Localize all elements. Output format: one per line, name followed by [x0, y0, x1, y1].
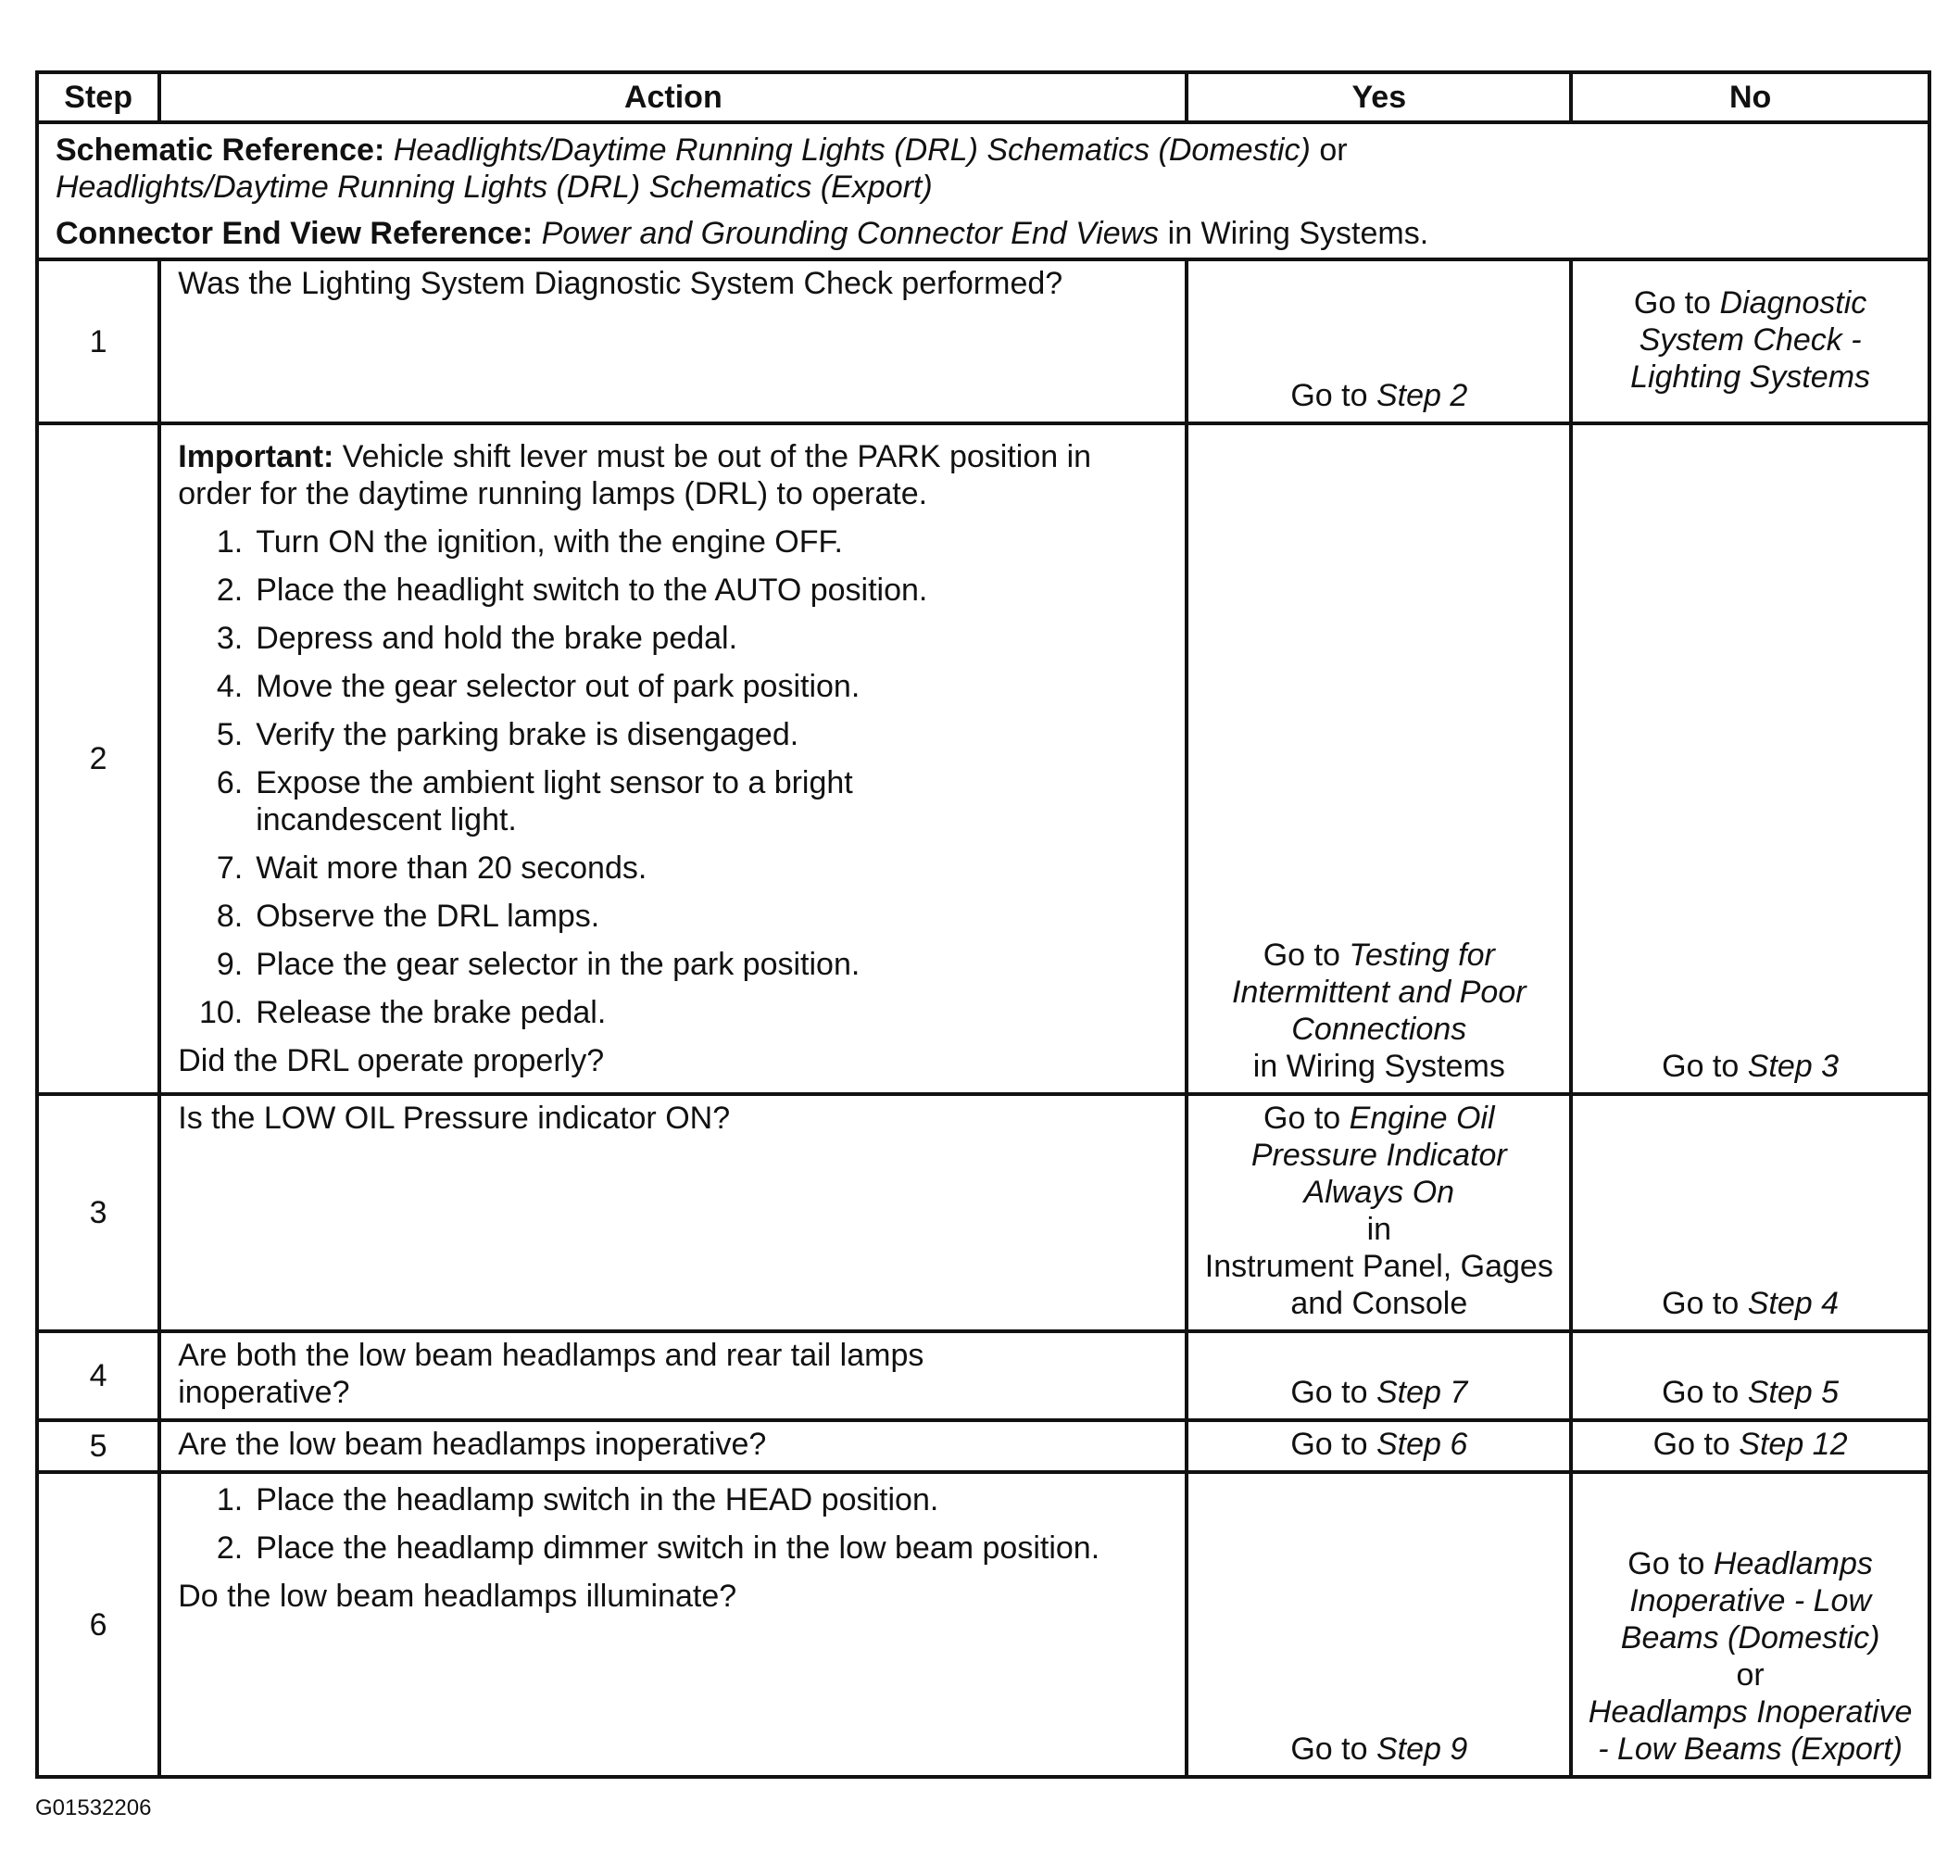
no-prefix: Go to	[1662, 1049, 1740, 1084]
action-cell	[159, 1472, 1187, 1777]
no-prefix: Go to	[1627, 1546, 1705, 1581]
substep-number: 4.	[216, 669, 244, 704]
substep-number: 6.	[216, 765, 244, 800]
no-mid: or	[1736, 1657, 1765, 1693]
yes-prefix: Go to	[1263, 1101, 1341, 1136]
action-cell	[159, 259, 1187, 423]
substep-text: Place the headlamp dimmer switch in the low beam position.	[256, 1530, 1100, 1566]
yes-link[interactable]: Testing for Intermittent and Poor Connections	[1232, 938, 1527, 1047]
substep-text: Place the headlight switch to the AUTO position.	[256, 573, 928, 608]
substep-text: Verify the parking brake is disengaged.	[256, 717, 799, 752]
no-cell	[1571, 1420, 1929, 1472]
schematic-or: or	[1319, 132, 1348, 168]
no-prefix: Go to	[1652, 1427, 1730, 1462]
substep-number: 9.	[216, 947, 244, 982]
yes-cell	[1187, 1331, 1571, 1420]
question: Is the LOW OIL Pressure indicator ON?	[178, 1101, 731, 1136]
important-label: Important:	[178, 439, 334, 474]
yes-link[interactable]: Step 7	[1376, 1375, 1468, 1410]
list-item	[178, 572, 1172, 609]
substep-text: Expose the ambient light sensor to a bright incandescent light.	[256, 765, 853, 837]
list-item	[178, 523, 1172, 560]
substep-number: 1.	[216, 524, 244, 560]
no-cell	[1571, 259, 1929, 423]
yes-prefix: Go to	[1290, 1375, 1368, 1410]
substep-text: Move the gear selector out of park position.	[256, 669, 861, 704]
table-row	[37, 1094, 1929, 1331]
table-row	[37, 423, 1929, 1094]
yes-mid: in	[1366, 1212, 1392, 1247]
no-link[interactable]: Step 3	[1747, 1049, 1840, 1084]
header-row	[37, 72, 1929, 122]
list-item	[178, 1530, 1172, 1567]
substep-text: Turn ON the ignition, with the engine OFF.	[256, 524, 843, 560]
important-text: Vehicle shift lever must be out of the PARK position in order for the daytime running lamps (DRL) to operate.	[178, 439, 1092, 511]
substep-number: 8.	[216, 899, 244, 934]
no-prefix: Go to	[1633, 284, 1712, 321]
list-item	[178, 850, 1172, 887]
diagnostic-table	[35, 70, 1931, 1779]
header-no: No	[1571, 72, 1929, 122]
yes-prefix: Go to	[1290, 1731, 1368, 1767]
step-number: 2	[37, 423, 159, 1094]
list-item	[178, 764, 1172, 838]
yes-cell	[1187, 1420, 1571, 1472]
reference-row	[37, 122, 1929, 259]
list-item	[178, 994, 1172, 1031]
list-item	[178, 668, 1172, 705]
list-item	[178, 946, 1172, 983]
step-number: 4	[37, 1331, 159, 1420]
table-row	[37, 259, 1929, 423]
table-row	[37, 1420, 1929, 1472]
substep-list	[178, 1481, 1172, 1567]
substep-text: Place the gear selector in the park position.	[256, 947, 861, 982]
no-cell	[1571, 1472, 1929, 1777]
no-link[interactable]: Step 4	[1747, 1286, 1840, 1321]
yes-cell	[1187, 259, 1571, 423]
table-row	[37, 1472, 1929, 1777]
no-prefix: Go to	[1662, 1286, 1740, 1321]
substep-number: 2.	[216, 573, 244, 608]
no-cell	[1571, 1094, 1929, 1331]
substep-number: 5.	[216, 717, 244, 752]
substep-list	[178, 523, 1172, 1031]
step-number: 5	[37, 1420, 159, 1472]
no-link[interactable]: Step 12	[1739, 1427, 1848, 1462]
schematic-reference	[56, 132, 1911, 206]
substep-text: Release the brake pedal.	[256, 995, 607, 1030]
list-item	[178, 898, 1172, 935]
no-link[interactable]: Headlamps Inoperative - Low Beams (Domestic)	[1620, 1546, 1880, 1656]
connector-reference	[56, 215, 1911, 252]
schematic-label: Schematic Reference:	[56, 132, 385, 168]
no-link[interactable]: Diagnostic System Check - Lighting Systems	[1630, 284, 1871, 395]
substep-number: 3.	[216, 621, 244, 656]
substep-text: Observe the DRL lamps.	[256, 899, 600, 934]
important-note	[178, 438, 1172, 512]
yes-link[interactable]: Engine Oil Pressure Indicator Always On	[1250, 1101, 1507, 1210]
step-number: 6	[37, 1472, 159, 1777]
yes-suffix: in Wiring Systems	[1252, 1049, 1505, 1084]
no-prefix: Go to	[1662, 1375, 1740, 1410]
yes-prefix: Go to	[1263, 938, 1340, 973]
schematic-export-link[interactable]: Headlights/Daytime Running Lights (DRL) Schematics (Export)	[56, 170, 933, 205]
list-item	[178, 620, 1172, 657]
no-cell	[1571, 423, 1929, 1094]
no-link[interactable]: Step 5	[1747, 1375, 1840, 1410]
action-cell	[159, 423, 1187, 1094]
yes-prefix: Go to	[1290, 1427, 1368, 1462]
substep-number: 7.	[216, 850, 244, 886]
action-cell	[159, 1331, 1187, 1420]
substep-number: 2.	[216, 1530, 244, 1566]
no-cell	[1571, 1331, 1929, 1420]
substep-text: Depress and hold the brake pedal.	[256, 621, 738, 656]
yes-cell	[1187, 1472, 1571, 1777]
question: Are the low beam headlamps inoperative?	[178, 1427, 767, 1462]
yes-cell	[1187, 423, 1571, 1094]
yes-cell	[1187, 1094, 1571, 1331]
reference-cell	[37, 122, 1929, 259]
header-action: Action	[159, 72, 1187, 122]
yes-link[interactable]: Step 6	[1376, 1427, 1468, 1462]
connector-link[interactable]: Power and Grounding Connector End Views	[541, 216, 1160, 251]
substep-text: Place the headlamp switch in the HEAD position.	[256, 1482, 939, 1517]
action-cell	[159, 1420, 1187, 1472]
connector-suffix: in Wiring Systems.	[1167, 216, 1429, 251]
no-link-2[interactable]: Headlamps Inoperative - Low Beams (Export)	[1588, 1694, 1913, 1767]
step-number: 3	[37, 1094, 159, 1331]
connector-label: Connector End View Reference:	[56, 216, 534, 251]
figure-id: G01532206	[35, 1795, 152, 1820]
yes-suffix: Instrument Panel, Gages and Console	[1204, 1249, 1553, 1321]
yes-prefix: Go to	[1290, 378, 1368, 413]
table-row	[37, 1331, 1929, 1420]
question: Did the DRL operate properly?	[178, 1043, 605, 1078]
header-yes: Yes	[1187, 72, 1571, 122]
yes-link[interactable]: Step 9	[1376, 1731, 1468, 1767]
schematic-domestic-link[interactable]: Headlights/Daytime Running Lights (DRL) Schematics (Domestic)	[393, 132, 1311, 168]
list-item	[178, 1481, 1172, 1518]
action-cell	[159, 1094, 1187, 1331]
substep-text: Wait more than 20 seconds.	[256, 850, 647, 886]
question: Was the Lighting System Diagnostic System Check performed?	[178, 266, 1063, 301]
yes-link[interactable]: Step 2	[1376, 378, 1468, 413]
substep-number: 10.	[198, 995, 244, 1030]
question: Are both the low beam headlamps and rear tail lamps inoperative?	[178, 1338, 924, 1410]
question: Do the low beam headlamps illuminate?	[178, 1579, 737, 1614]
substep-number: 1.	[216, 1482, 244, 1517]
header-step: Step	[37, 72, 159, 122]
step-number: 1	[37, 259, 159, 423]
list-item	[178, 716, 1172, 753]
